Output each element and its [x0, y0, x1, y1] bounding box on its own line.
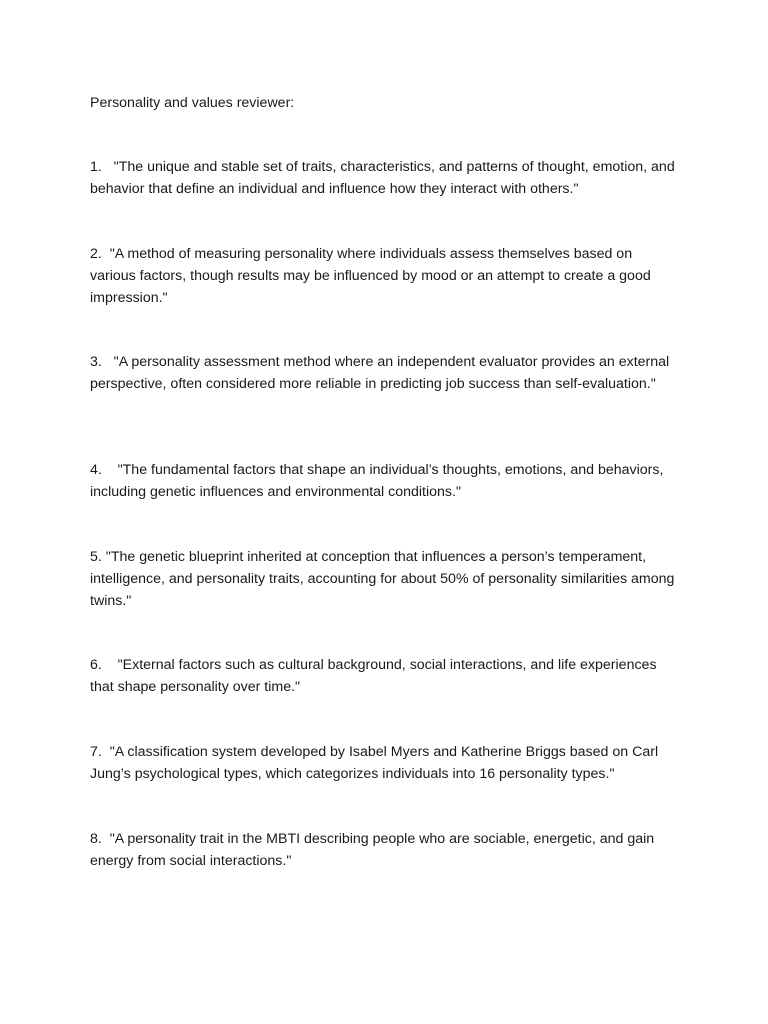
- list-item: [90, 243, 678, 309]
- item-number: 1.: [90, 159, 114, 175]
- item-number: 3.: [90, 354, 114, 370]
- list-item: [90, 546, 678, 612]
- list-item: [90, 459, 678, 503]
- list-item: [90, 654, 678, 698]
- item-number: 6.: [90, 657, 118, 673]
- item-text: "External factors such as cultural background, social interactions, and life experiences that shape personality over time.": [90, 657, 657, 695]
- item-number: 7.: [90, 744, 110, 760]
- item-text: "A classification system developed by Isabel Myers and Katherine Briggs based on Carl Jung’s psychological types, which categorizes individuals into 16 personality types.": [90, 744, 659, 782]
- item-text: "A personality assessment method where an independent evaluator provides an external perspective, often considered more reliable in predicting job success than self-evaluation.": [90, 354, 670, 392]
- item-number: 4.: [90, 462, 118, 478]
- item-text: "The genetic blueprint inherited at conception that influences a person’s temperament, intelligence, and personality traits, accounting for about 50% of personality similarities among twins.": [90, 549, 675, 609]
- item-text: "The fundamental factors that shape an individual’s thoughts, emotions, and behaviors, including genetic influences and environmental conditions.": [90, 462, 664, 500]
- item-number: 5.: [90, 549, 106, 565]
- list-item: [90, 156, 678, 200]
- list-item: [90, 351, 678, 395]
- list-item: [90, 741, 678, 785]
- item-text: "A personality trait in the MBTI describing people who are sociable, energetic, and gain energy from social interactions.": [90, 831, 655, 869]
- item-number: 2.: [90, 246, 110, 262]
- list-item: [90, 828, 678, 872]
- item-number: 8.: [90, 831, 110, 847]
- item-text: "The unique and stable set of traits, characteristics, and patterns of thought, emotion, and behavior that define an individual and influence how they interact with others.": [90, 159, 675, 197]
- document-title: Personality and values reviewer:: [90, 95, 295, 111]
- item-text: "A method of measuring personality where individuals assess themselves based on various factors, though results may be influenced by mood or an attempt to create a good impression.": [90, 246, 651, 306]
